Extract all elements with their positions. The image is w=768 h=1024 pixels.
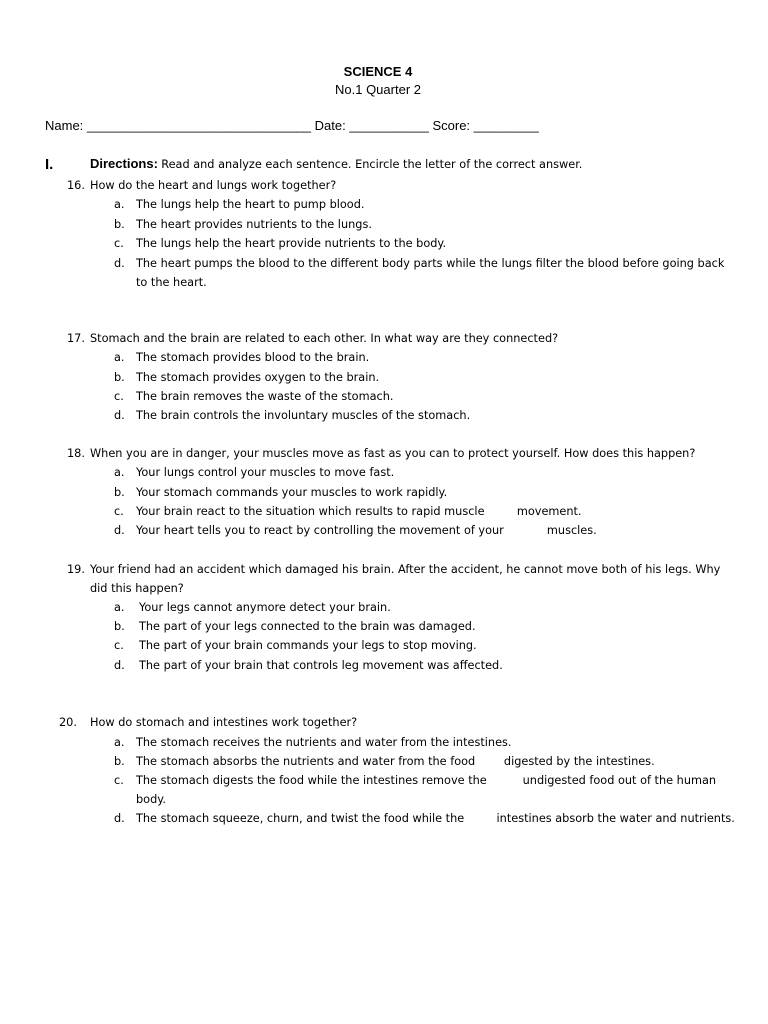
option-text: The brain controls the involuntary muscles of the stomach. (136, 409, 471, 422)
section-number: I. (45, 156, 54, 173)
option-letter: c. (114, 639, 124, 652)
option-text: The heart provides nutrients to the lungs. (136, 218, 372, 231)
question-text: Your friend had an accident which damaged his brain. After the accident, he cannot move both of his legs. Why (90, 563, 721, 576)
directions-text: Read and analyze each sentence. Encircle the letter of the correct answer. (161, 158, 583, 171)
option-letter: a. (114, 466, 125, 479)
option-letter: a. (114, 198, 125, 211)
option-letter: c. (114, 237, 124, 250)
question-number: 17. (67, 332, 85, 345)
option-text: The lungs help the heart to pump blood. (136, 198, 365, 211)
question-number: 16. (67, 179, 85, 192)
option-letter: d. (114, 524, 125, 537)
option-text: The stomach squeeze, churn, and twist the food while the intestines absorb the water and nutrients. (136, 812, 735, 825)
option-text: The stomach absorbs the nutrients and water from the food digested by the intestines. (136, 755, 655, 768)
option-letter: d. (114, 409, 125, 422)
option-text: The stomach digests the food while the intestines remove the undigested food out of the human (136, 774, 717, 787)
option-text: The lungs help the heart provide nutrients to the body. (136, 237, 447, 250)
option-letter: d. (114, 659, 125, 672)
option-text: Your legs cannot anymore detect your brain. (139, 601, 391, 614)
option-letter: b. (114, 371, 125, 384)
option-text: The part of your legs connected to the brain was damaged. (139, 620, 476, 633)
option-letter: b. (114, 486, 125, 499)
directions (90, 156, 582, 171)
option-text: The part of your brain that controls leg movement was affected. (139, 659, 503, 672)
student-info-line: Name: _______________________________ Date: ___________ Score: _________ (45, 118, 539, 133)
question-text: did this happen? (90, 582, 184, 595)
option-letter: b. (114, 620, 125, 633)
option-text: to the heart. (136, 276, 207, 289)
page-subtitle: No.1 Quarter 2 (335, 82, 421, 97)
question-text: How do the heart and lungs work together? (90, 179, 337, 192)
option-letter: c. (114, 774, 124, 787)
option-letter: c. (114, 390, 124, 403)
option-letter: a. (114, 736, 125, 749)
option-text: Your lungs control your muscles to move fast. (136, 466, 395, 479)
directions-label: Directions: (90, 156, 158, 171)
option-letter: a. (114, 601, 125, 614)
option-text: The part of your brain commands your legs to stop moving. (139, 639, 477, 652)
question-number: 18. (67, 447, 85, 460)
option-text: The heart pumps the blood to the different body parts while the lungs filter the blood before going back (136, 257, 725, 270)
option-text: body. (136, 793, 166, 806)
option-letter: d. (114, 812, 125, 825)
question-text: How do stomach and intestines work together? (90, 716, 358, 729)
question-text: When you are in danger, your muscles move as fast as you can to protect yourself. How does this happen? (90, 447, 696, 460)
question-number: 20. (59, 716, 77, 729)
option-text: The stomach provides oxygen to the brain. (136, 371, 380, 384)
option-text: The stomach provides blood to the brain. (136, 351, 370, 364)
option-text: Your heart tells you to react by controlling the movement of your muscles. (136, 524, 597, 537)
option-letter: a. (114, 351, 125, 364)
option-letter: b. (114, 218, 125, 231)
page-title: SCIENCE 4 (343, 64, 413, 79)
option-text: Your stomach commands your muscles to work rapidly. (136, 486, 448, 499)
question-text: Stomach and the brain are related to each other. In what way are they connected? (90, 332, 559, 345)
option-text: The stomach receives the nutrients and water from the intestines. (136, 736, 512, 749)
option-text: The brain removes the waste of the stomach. (136, 390, 394, 403)
option-text: Your brain react to the situation which results to rapid muscle movement. (136, 505, 582, 518)
question-number: 19. (67, 563, 85, 576)
option-letter: d. (114, 257, 125, 270)
option-letter: b. (114, 755, 125, 768)
option-letter: c. (114, 505, 124, 518)
